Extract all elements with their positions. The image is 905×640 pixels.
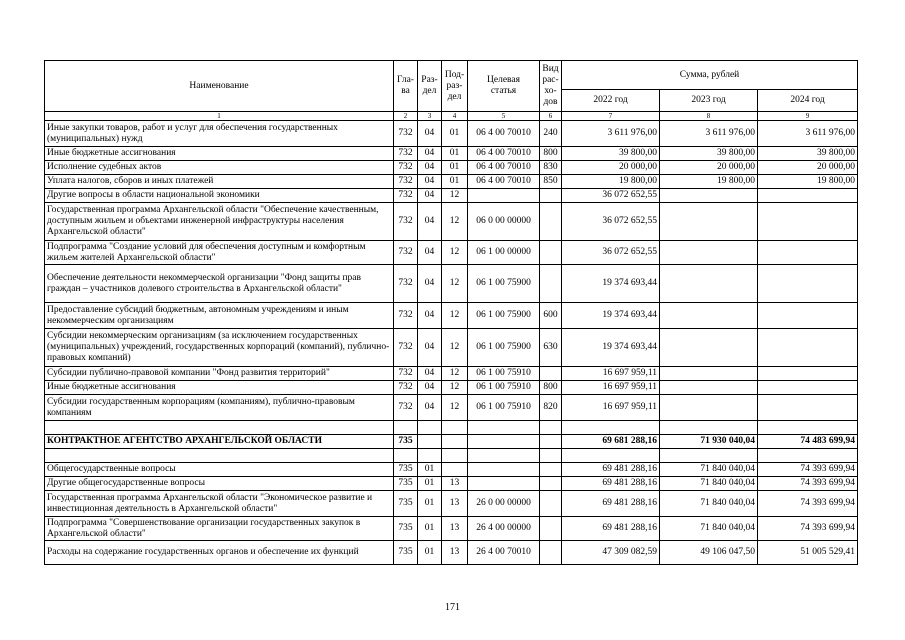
- column-number: 6: [540, 112, 562, 121]
- row-sum-2024: [758, 241, 858, 265]
- row-name: Иные бюджетные ассигнования: [45, 147, 394, 161]
- row-vid: 820: [540, 395, 562, 421]
- row-target: 06 4 00 70010: [468, 147, 540, 161]
- row-sum-2023: [660, 449, 758, 463]
- row-glava: 732: [394, 329, 418, 367]
- row-glava: 735: [394, 477, 418, 491]
- row-glava: 735: [394, 541, 418, 565]
- row-sum-2024: 74 483 699,94: [758, 435, 858, 449]
- header-target: Целевая статья: [468, 61, 540, 112]
- row-sum-2023: [660, 395, 758, 421]
- row-target: 06 1 00 75910: [468, 367, 540, 381]
- row-name: Другие вопросы в области национальной экономики: [45, 189, 394, 203]
- row-vid: 240: [540, 121, 562, 147]
- row-sum-2023: [660, 241, 758, 265]
- row-name: Субсидии государственным корпорациям (компаниям), публично-правовым компаниям: [45, 395, 394, 421]
- row-sum-2023: [660, 265, 758, 303]
- row-sum-2024: 20 000,00: [758, 161, 858, 175]
- table-row: [45, 121, 858, 147]
- row-podrazdel: 01: [442, 161, 468, 175]
- row-podrazdel: 12: [442, 367, 468, 381]
- row-name: КОНТРАКТНОЕ АГЕНТСТВО АРХАНГЕЛЬСКОЙ ОБЛАСТИ: [45, 435, 394, 449]
- row-target: 06 4 00 70010: [468, 121, 540, 147]
- row-sum-2023: 71 840 040,04: [660, 517, 758, 541]
- row-razdel: 01: [418, 517, 442, 541]
- row-razdel: 01: [418, 477, 442, 491]
- row-vid: [540, 189, 562, 203]
- table-row: [45, 303, 858, 329]
- row-razdel: 04: [418, 395, 442, 421]
- row-sum-2022: 69 681 288,16: [562, 435, 660, 449]
- row-podrazdel: 13: [442, 491, 468, 517]
- row-glava: 732: [394, 147, 418, 161]
- row-vid: [540, 517, 562, 541]
- header-year-2024: 2024 год: [758, 90, 858, 112]
- row-sum-2022: 36 072 652,55: [562, 203, 660, 241]
- row-sum-2022: [562, 421, 660, 435]
- row-vid: 800: [540, 381, 562, 395]
- row-podrazdel: [442, 449, 468, 463]
- row-name: [45, 421, 394, 435]
- header-vid: Вид рас- хо- дов: [540, 61, 562, 112]
- column-number: 4: [442, 112, 468, 121]
- row-podrazdel: 13: [442, 541, 468, 565]
- table-row: [45, 435, 858, 449]
- row-sum-2023: 71 840 040,04: [660, 491, 758, 517]
- row-podrazdel: 12: [442, 241, 468, 265]
- row-sum-2023: [660, 303, 758, 329]
- table-row: [45, 449, 858, 463]
- header-year-2022: 2022 год: [562, 90, 660, 112]
- row-razdel: 04: [418, 303, 442, 329]
- row-sum-2023: 49 106 047,50: [660, 541, 758, 565]
- row-name: Государственная программа Архангельской области "Экономическое развитие и инвестиционная деятельность в Архангельской области": [45, 491, 394, 517]
- row-podrazdel: 12: [442, 329, 468, 367]
- row-podrazdel: [442, 463, 468, 477]
- row-sum-2022: 3 611 976,00: [562, 121, 660, 147]
- table-row: [45, 395, 858, 421]
- row-sum-2024: 74 393 699,94: [758, 491, 858, 517]
- row-sum-2022: 19 374 693,44: [562, 303, 660, 329]
- row-sum-2022: 16 697 959,11: [562, 367, 660, 381]
- header-glava: Гла- ва: [394, 61, 418, 112]
- row-sum-2022: 47 309 082,59: [562, 541, 660, 565]
- column-number: 9: [758, 112, 858, 121]
- row-glava: 735: [394, 491, 418, 517]
- row-target: 26 0 00 00000: [468, 491, 540, 517]
- row-podrazdel: 01: [442, 147, 468, 161]
- row-glava: 732: [394, 175, 418, 189]
- row-name: Субсидии некоммерческим организациям (за исключением государственных (муниципальных) учреждений, государственных корпораций (компаний), публично-правовых компаний): [45, 329, 394, 367]
- row-sum-2024: 3 611 976,00: [758, 121, 858, 147]
- row-sum-2024: [758, 449, 858, 463]
- row-vid: [540, 203, 562, 241]
- row-sum-2022: 36 072 652,55: [562, 241, 660, 265]
- row-name: [45, 449, 394, 463]
- row-target: [468, 421, 540, 435]
- row-sum-2024: 74 393 699,94: [758, 477, 858, 491]
- row-vid: [540, 435, 562, 449]
- row-target: 26 4 00 70010: [468, 541, 540, 565]
- row-glava: 732: [394, 381, 418, 395]
- row-razdel: 04: [418, 241, 442, 265]
- row-glava: 732: [394, 241, 418, 265]
- row-sum-2022: [562, 449, 660, 463]
- row-sum-2022: 39 800,00: [562, 147, 660, 161]
- row-sum-2024: 19 800,00: [758, 175, 858, 189]
- row-vid: [540, 367, 562, 381]
- row-glava: 735: [394, 517, 418, 541]
- row-target: [468, 463, 540, 477]
- row-vid: [540, 477, 562, 491]
- table-row: [45, 175, 858, 189]
- header-razdel: Раз- дел: [418, 61, 442, 112]
- row-target: 06 1 00 00000: [468, 241, 540, 265]
- row-sum-2024: [758, 329, 858, 367]
- table-row: [45, 517, 858, 541]
- row-razdel: 04: [418, 265, 442, 303]
- table-row: [45, 491, 858, 517]
- table-row: [45, 421, 858, 435]
- row-podrazdel: [442, 421, 468, 435]
- row-podrazdel: 12: [442, 395, 468, 421]
- table-row: [45, 147, 858, 161]
- table-row: [45, 381, 858, 395]
- table-row: [45, 477, 858, 491]
- row-podrazdel: 12: [442, 303, 468, 329]
- table-row: [45, 161, 858, 175]
- row-name: Обеспечение деятельности некоммерческой организации "Фонд защиты прав граждан – участников долевого строительства в Архангельской области": [45, 265, 394, 303]
- row-name: Другие общегосударственные вопросы: [45, 477, 394, 491]
- row-target: [468, 477, 540, 491]
- row-sum-2023: 19 800,00: [660, 175, 758, 189]
- row-podrazdel: 13: [442, 517, 468, 541]
- row-sum-2022: 69 481 288,16: [562, 517, 660, 541]
- row-vid: 850: [540, 175, 562, 189]
- row-target: 06 1 00 75910: [468, 381, 540, 395]
- row-razdel: 01: [418, 463, 442, 477]
- column-number: 1: [45, 112, 394, 121]
- row-vid: [540, 241, 562, 265]
- row-vid: [540, 421, 562, 435]
- row-sum-2022: 16 697 959,11: [562, 381, 660, 395]
- row-sum-2024: [758, 265, 858, 303]
- row-sum-2024: [758, 203, 858, 241]
- row-name: Иные бюджетные ассигнования: [45, 381, 394, 395]
- row-sum-2023: [660, 421, 758, 435]
- row-target: 06 1 00 75900: [468, 329, 540, 367]
- column-number-row: [45, 112, 858, 121]
- row-vid: [540, 491, 562, 517]
- row-glava: 732: [394, 303, 418, 329]
- row-sum-2024: 74 393 699,94: [758, 517, 858, 541]
- row-target: 06 0 00 00000: [468, 203, 540, 241]
- row-sum-2023: 20 000,00: [660, 161, 758, 175]
- row-podrazdel: [442, 435, 468, 449]
- budget-table: [44, 60, 858, 565]
- header-name: Наименование: [45, 61, 394, 112]
- row-razdel: 01: [418, 491, 442, 517]
- row-glava: 732: [394, 203, 418, 241]
- row-razdel: 04: [418, 329, 442, 367]
- row-sum-2024: [758, 189, 858, 203]
- row-name: Государственная программа Архангельской области "Обеспечение качественным, доступным жильем и объектами инженерной инфраструктуры населения Архангельской области": [45, 203, 394, 241]
- table-row: [45, 329, 858, 367]
- row-razdel: [418, 421, 442, 435]
- row-podrazdel: 12: [442, 381, 468, 395]
- row-sum-2024: 51 005 529,41: [758, 541, 858, 565]
- row-vid: 630: [540, 329, 562, 367]
- row-razdel: [418, 449, 442, 463]
- row-sum-2024: [758, 395, 858, 421]
- row-name: Подпрограмма "Создание условий для обеспечения доступным и комфортным жильем жителей Архангельской области": [45, 241, 394, 265]
- row-sum-2022: 69 481 288,16: [562, 477, 660, 491]
- row-glava: 732: [394, 367, 418, 381]
- row-sum-2022: 19 800,00: [562, 175, 660, 189]
- row-name: Общегосударственные вопросы: [45, 463, 394, 477]
- row-target: 06 4 00 70010: [468, 175, 540, 189]
- row-target: 06 1 00 75910: [468, 395, 540, 421]
- row-glava: 732: [394, 121, 418, 147]
- row-target: [468, 449, 540, 463]
- row-target: 06 1 00 75900: [468, 303, 540, 329]
- row-sum-2022: 16 697 959,11: [562, 395, 660, 421]
- row-sum-2024: [758, 303, 858, 329]
- column-number: 5: [468, 112, 540, 121]
- row-sum-2022: 19 374 693,44: [562, 265, 660, 303]
- row-name: Уплата налогов, сборов и иных платежей: [45, 175, 394, 189]
- row-sum-2023: 71 930 040,04: [660, 435, 758, 449]
- table-row: [45, 241, 858, 265]
- row-sum-2023: [660, 329, 758, 367]
- row-razdel: 04: [418, 189, 442, 203]
- row-podrazdel: 12: [442, 265, 468, 303]
- header-sum: Сумма, рублей: [562, 61, 858, 90]
- row-razdel: 04: [418, 367, 442, 381]
- table-row: [45, 367, 858, 381]
- row-sum-2022: 69 481 288,16: [562, 463, 660, 477]
- row-glava: 732: [394, 189, 418, 203]
- row-target: 06 4 00 70010: [468, 161, 540, 175]
- row-razdel: [418, 435, 442, 449]
- row-sum-2022: 19 374 693,44: [562, 329, 660, 367]
- row-glava: [394, 449, 418, 463]
- row-sum-2022: 20 000,00: [562, 161, 660, 175]
- table-row: [45, 463, 858, 477]
- row-sum-2024: [758, 421, 858, 435]
- row-target: 06 1 00 75900: [468, 265, 540, 303]
- row-razdel: 01: [418, 541, 442, 565]
- row-target: [468, 189, 540, 203]
- row-podrazdel: 13: [442, 477, 468, 491]
- table-row: [45, 541, 858, 565]
- row-sum-2024: 74 393 699,94: [758, 463, 858, 477]
- row-glava: 735: [394, 463, 418, 477]
- row-sum-2023: [660, 189, 758, 203]
- row-target: [468, 435, 540, 449]
- row-vid: [540, 463, 562, 477]
- row-sum-2023: [660, 381, 758, 395]
- row-name: Субсидии публично-правовой компании "Фонд развития территорий": [45, 367, 394, 381]
- row-vid: [540, 541, 562, 565]
- row-name: Иные закупки товаров, работ и услуг для обеспечения государственных (муниципальных) нужд: [45, 121, 394, 147]
- row-razdel: 04: [418, 175, 442, 189]
- table-row: [45, 189, 858, 203]
- column-number: 7: [562, 112, 660, 121]
- row-razdel: 04: [418, 161, 442, 175]
- row-glava: 732: [394, 395, 418, 421]
- column-number: 8: [660, 112, 758, 121]
- row-name: Расходы на содержание государственных органов и обеспечение их функций: [45, 541, 394, 565]
- row-sum-2023: 71 840 040,04: [660, 463, 758, 477]
- row-podrazdel: 01: [442, 121, 468, 147]
- row-razdel: 04: [418, 147, 442, 161]
- row-target: 26 4 00 00000: [468, 517, 540, 541]
- budget-table-sheet: [44, 60, 857, 565]
- row-name: Предоставление субсидий бюджетным, автономным учреждениям и иным некоммерческим организациям: [45, 303, 394, 329]
- row-sum-2023: 39 800,00: [660, 147, 758, 161]
- row-sum-2022: 36 072 652,55: [562, 189, 660, 203]
- header-year-2023: 2023 год: [660, 90, 758, 112]
- row-sum-2022: 69 481 288,16: [562, 491, 660, 517]
- row-glava: 732: [394, 161, 418, 175]
- row-vid: 830: [540, 161, 562, 175]
- row-sum-2023: 3 611 976,00: [660, 121, 758, 147]
- row-vid: 600: [540, 303, 562, 329]
- row-vid: 800: [540, 147, 562, 161]
- row-razdel: 04: [418, 203, 442, 241]
- row-vid: [540, 265, 562, 303]
- row-sum-2024: [758, 367, 858, 381]
- table-row: [45, 203, 858, 241]
- header-podrazdel: Под- раз- дел: [442, 61, 468, 112]
- row-sum-2023: [660, 367, 758, 381]
- table-row: [45, 265, 858, 303]
- row-vid: [540, 449, 562, 463]
- page-number: 171: [445, 602, 460, 613]
- row-name: Подпрограмма "Совершенствование организации государственных закупок в Архангельской области": [45, 517, 394, 541]
- row-glava: 735: [394, 435, 418, 449]
- row-sum-2024: [758, 381, 858, 395]
- row-sum-2024: 39 800,00: [758, 147, 858, 161]
- row-sum-2023: 71 840 040,04: [660, 477, 758, 491]
- column-number: 2: [394, 112, 418, 121]
- row-sum-2023: [660, 203, 758, 241]
- row-podrazdel: 01: [442, 175, 468, 189]
- row-name: Исполнение судебных актов: [45, 161, 394, 175]
- row-glava: 732: [394, 265, 418, 303]
- row-razdel: 04: [418, 121, 442, 147]
- row-podrazdel: 12: [442, 189, 468, 203]
- row-podrazdel: 12: [442, 203, 468, 241]
- column-number: 3: [418, 112, 442, 121]
- row-razdel: 04: [418, 381, 442, 395]
- row-glava: [394, 421, 418, 435]
